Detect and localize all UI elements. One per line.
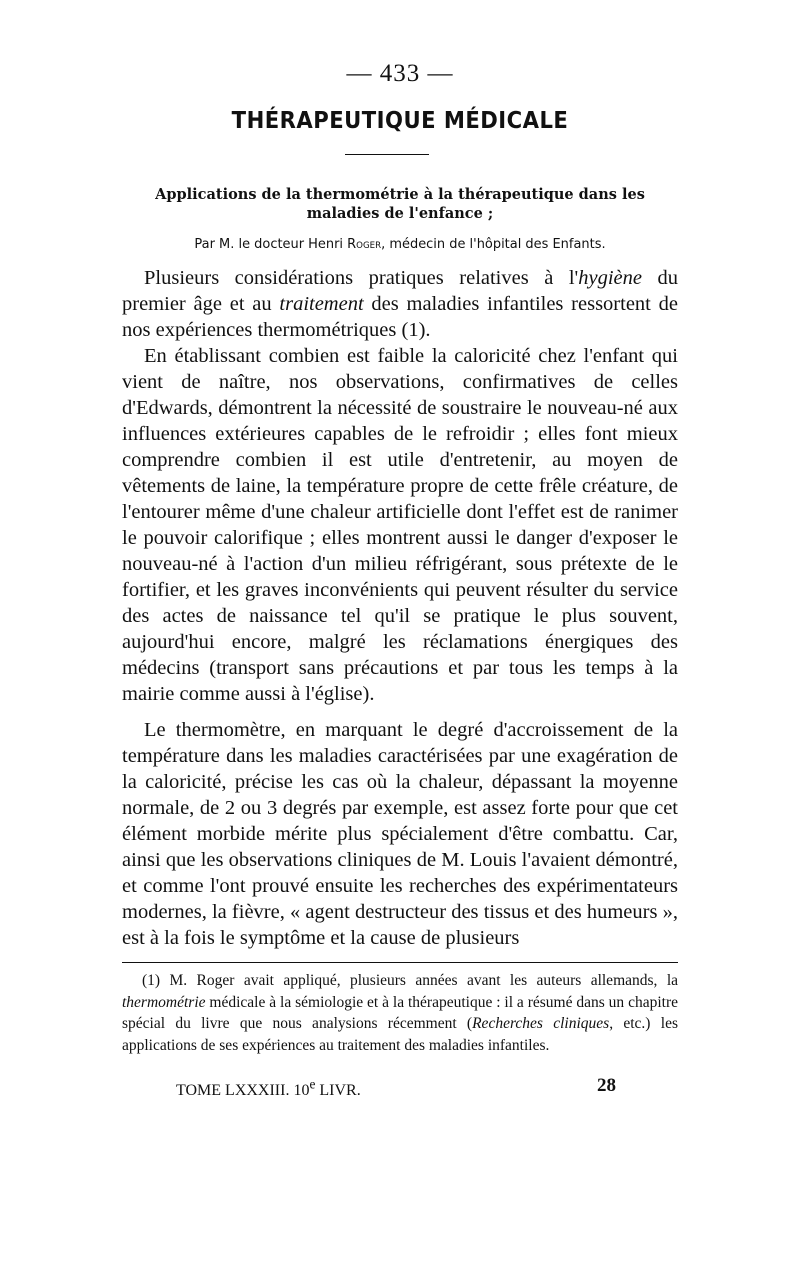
footnote <box>122 970 678 1056</box>
paragraph-2: En établissant combien est faible la caloricité chez l'enfant qui vient de naître, nos observations, confirmatives de celles d'Edwards, démontrent la nécessité de soustraire le nouveau-né aux influences extérieures capables de le refroidir ; elles font mieux comprendre combien il est utile d'entretenir, au moyen de vêtements de laine, la température propre de cette frêle créature, de l'entourer même d'une chaleur artificielle dont l'effet est de ranimer le pouvoir calorifique ; elles montrent aussi le danger d'exposer le nouveau-né à l'action d'un milieu réfrigérant, sous prétexte de le fortifier, et les graves inconvénients qui peuvent résulter du service des actes de naissance tel qu'il se pratique le plus souvent, aujourd'hui encore, malgré les réclamations énergiques des médecins (transport sans précautions et par tous les temps à la mairie comme aussi à l'église). <box>122 345 678 705</box>
section-title: THÉRAPEUTIQUE MÉDICALE <box>231 108 569 134</box>
footnote-part-a: (1) M. Roger avait appliqué, plusieurs années avant les auteurs allemands, la <box>142 972 678 989</box>
volume-label <box>176 1077 361 1100</box>
footnote-1 <box>122 970 678 1056</box>
footnote-divider <box>122 962 678 963</box>
footnote-emphasis-recherches: Recherches cliniques <box>472 1015 610 1032</box>
byline-prefix: Par M. le docteur Henri <box>194 236 348 252</box>
byline-suffix: , médecin de l'hôpital des Enfants. <box>381 236 606 252</box>
volume-sup: e <box>309 1077 316 1092</box>
byline-author-name: Roger <box>347 236 382 252</box>
sheet-signature: 28 <box>597 1075 616 1096</box>
emphasis-traitement: traitement <box>279 293 364 315</box>
paragraph-3: Le thermomètre, en marquant le degré d'accroissement de la température dans les maladies caractérisées par une exagération de la caloricité, précise les cas où la chaleur, dépassant la moyenne normale, de 2 ou 3 degrés par exemple, est assez forte pour que cet élément morbide mérite plus spécialement d'être combattu. Car, ainsi que les observations cliniques de M. Louis l'avaient démontré, et comme l'ont prouvé ensuite les recherches des expérimentateurs modernes, la fièvre, « agent destructeur des tissus et des humeurs », est à la fois le symptôme et la cause de plusieurs <box>122 719 678 949</box>
footnote-part-c: , etc.) les applications de ses expériences au traitement des maladies infantiles. <box>122 1015 678 1054</box>
page-number: — 433 — <box>346 60 454 87</box>
volume-livr: LIVR. <box>315 1082 361 1100</box>
byline <box>16 236 784 252</box>
title-divider <box>345 154 429 155</box>
body-text <box>122 265 678 951</box>
article-title-line-1: Applications de la thermométrie à la thérapeutique dans les <box>155 186 645 203</box>
paragraph-1-part-c: des maladies infantiles ressortent de nos expériences thermométriques (1). <box>122 293 678 341</box>
volume-tome: TOME LXXXIII. 10 <box>176 1082 310 1100</box>
article-title-line-2: maladies de l'enfance ; <box>306 205 494 222</box>
article-title <box>100 185 700 223</box>
footnote-emphasis-thermometrie: thermométrie <box>122 993 206 1011</box>
emphasis-hygiene: hygiène <box>578 267 642 289</box>
signature-line <box>176 1077 616 1100</box>
paragraph-1 <box>122 265 678 343</box>
footnote-part-b: médicale à la sémiologie et à la thérapeutique : il a résumé dans un chapitre spécial du livre que nous analysions récemment ( <box>122 993 678 1032</box>
paragraph-1-part-a: Plusieurs considérations pratiques relatives à l' <box>144 267 579 289</box>
paragraph-1-part-b: du premier âge et au <box>122 267 678 315</box>
